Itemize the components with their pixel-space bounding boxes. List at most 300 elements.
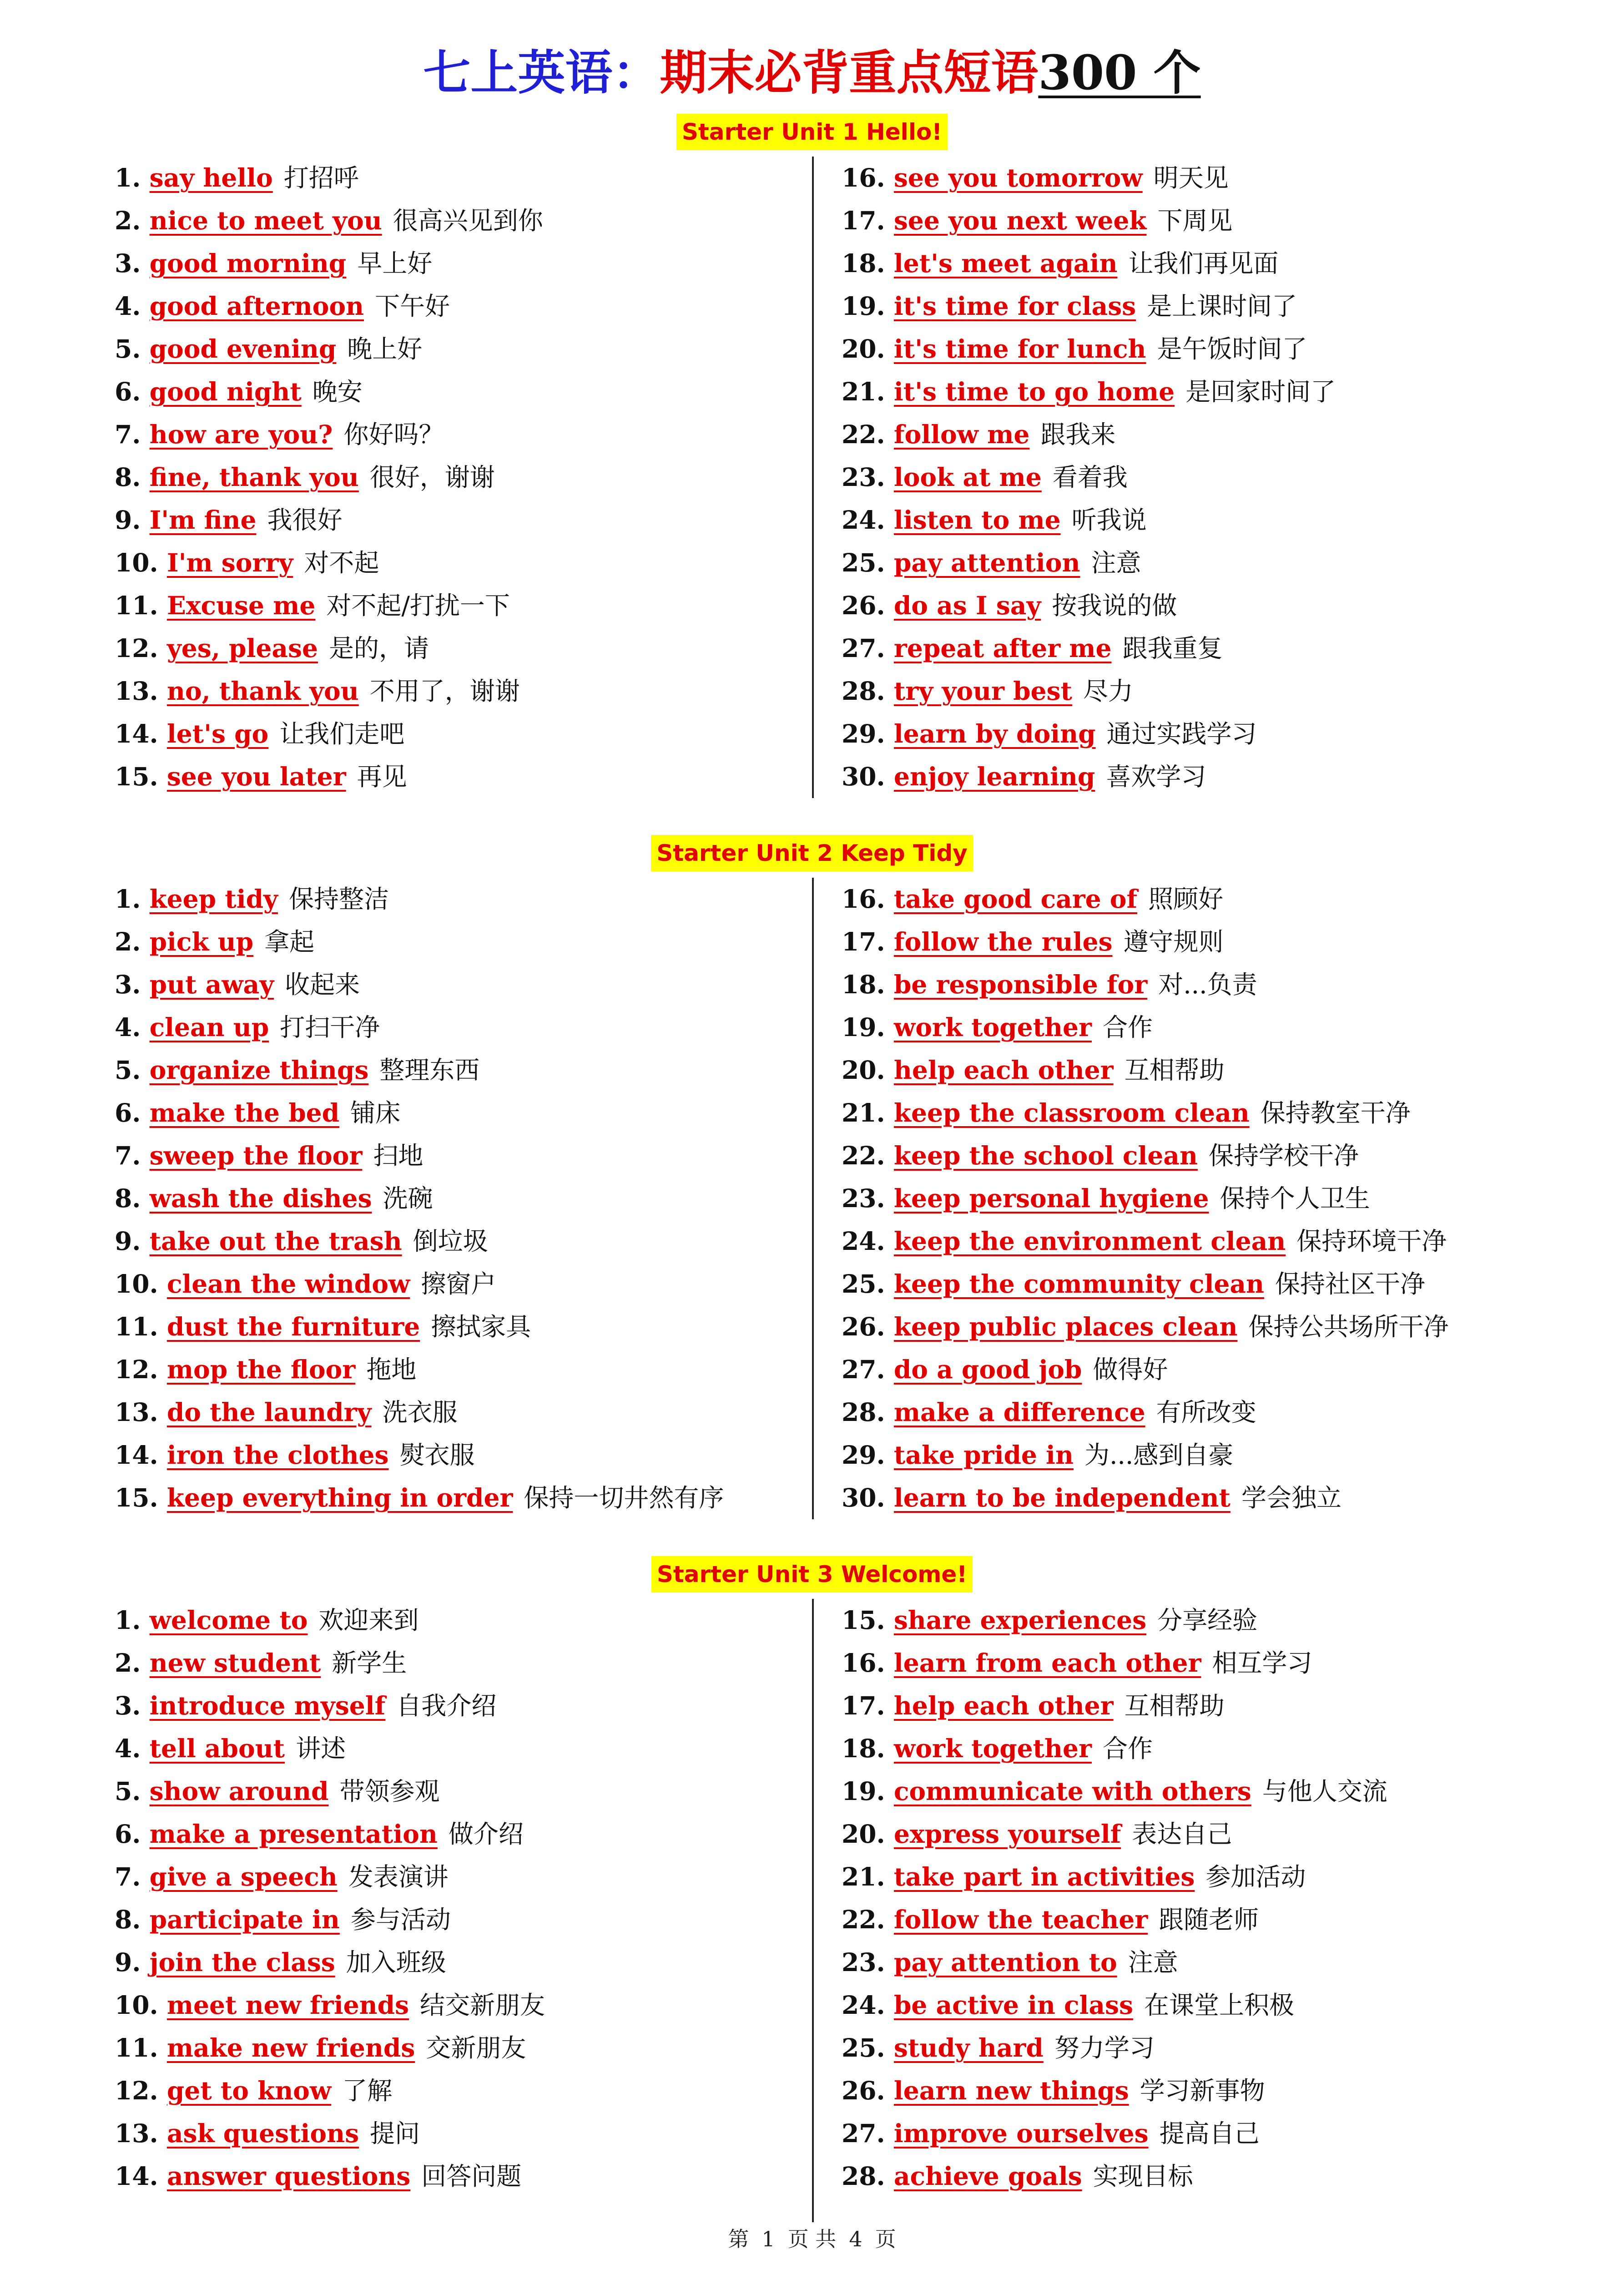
phrase-list-left bbox=[115, 157, 797, 798]
phrase-number: 26. bbox=[842, 1312, 885, 1341]
phrase-row bbox=[115, 2069, 797, 2112]
phrase-english: dust the furniture bbox=[166, 1312, 420, 1341]
phrase-chinese: 擦拭家具 bbox=[431, 1312, 531, 1341]
phrase-number: 24. bbox=[842, 1990, 885, 2020]
phrase-number: 15. bbox=[115, 762, 158, 791]
phrase-english: good night bbox=[149, 377, 302, 406]
phrase-chinese: 在课堂上积极 bbox=[1144, 1991, 1294, 2020]
phrase-row bbox=[115, 670, 797, 713]
phrase-row bbox=[842, 1305, 1524, 1348]
phrase-row bbox=[842, 1727, 1524, 1770]
phrase-number: 7. bbox=[115, 1862, 141, 1891]
title-part-count: 300 个 bbox=[1038, 45, 1201, 101]
phrase-english: see you next week bbox=[893, 206, 1147, 235]
phrase-row bbox=[842, 242, 1524, 285]
phrase-chinese: 拿起 bbox=[264, 927, 315, 956]
phrase-chinese: 熨衣服 bbox=[399, 1441, 475, 1470]
phrase-chinese: 相互学习 bbox=[1212, 1648, 1312, 1678]
column-divider bbox=[812, 878, 814, 1519]
page-footer bbox=[0, 2223, 1624, 2253]
phrase-chinese: 照顾好 bbox=[1148, 885, 1224, 914]
phrase-number: 25. bbox=[842, 1269, 885, 1299]
phrase-row bbox=[115, 1855, 797, 1898]
phrase-row bbox=[115, 1984, 797, 2027]
phrase-number: 30. bbox=[842, 1483, 885, 1512]
phrase-number: 28. bbox=[842, 676, 885, 706]
phrase-number: 27. bbox=[842, 2118, 885, 2148]
phrase-number: 10. bbox=[115, 1990, 158, 2020]
phrase-number: 12. bbox=[115, 633, 158, 663]
title-part-topic: 期末必背重点短语 bbox=[660, 45, 1039, 101]
phrase-english: let's meet again bbox=[893, 248, 1118, 278]
footer-prefix: 第 bbox=[728, 2227, 749, 2251]
phrase-row bbox=[842, 1898, 1524, 1941]
phrase-row bbox=[115, 370, 797, 413]
phrase-row bbox=[115, 1391, 797, 1434]
phrase-row bbox=[115, 1434, 797, 1476]
phrase-number: 16. bbox=[842, 884, 885, 914]
phrase-english: repeat after me bbox=[893, 633, 1112, 663]
phrase-row bbox=[115, 1941, 797, 1984]
phrase-number: 29. bbox=[842, 1440, 885, 1470]
phrase-number: 25. bbox=[842, 2033, 885, 2063]
phrase-english: take pride in bbox=[893, 1440, 1074, 1470]
phrase-row bbox=[842, 1684, 1524, 1727]
phrase-row bbox=[115, 157, 797, 199]
phrase-number: 19. bbox=[842, 291, 885, 321]
phrase-row bbox=[115, 1898, 797, 1941]
phrase-number: 5. bbox=[115, 1055, 141, 1085]
phrase-row bbox=[842, 627, 1524, 670]
phrase-row bbox=[115, 963, 797, 1006]
phrase-english: introduce myself bbox=[149, 1691, 386, 1720]
phrase-row bbox=[842, 1092, 1524, 1134]
phrase-chinese: 是上课时间了 bbox=[1147, 292, 1297, 321]
phrase-row bbox=[842, 541, 1524, 584]
phrase-english: make new friends bbox=[166, 2033, 415, 2063]
phrase-chinese: 整理东西 bbox=[379, 1056, 480, 1085]
phrase-english: keep personal hygiene bbox=[893, 1183, 1209, 1213]
phrase-number: 23. bbox=[842, 1947, 885, 1977]
phrase-english: follow the rules bbox=[893, 927, 1113, 956]
phrase-chinese: 学会独立 bbox=[1241, 1483, 1342, 1512]
phrase-row bbox=[115, 1092, 797, 1134]
phrase-row bbox=[842, 1984, 1524, 2027]
section-heading bbox=[0, 114, 1624, 153]
phrase-number: 16. bbox=[842, 1648, 885, 1678]
phrase-row bbox=[115, 1813, 797, 1855]
phrase-row bbox=[115, 1727, 797, 1770]
phrase-english: keep tidy bbox=[149, 884, 278, 914]
phrase-english: learn from each other bbox=[893, 1648, 1201, 1678]
phrase-chinese: 是回家时间了 bbox=[1185, 377, 1336, 406]
phrase-row bbox=[842, 1599, 1524, 1642]
phrase-english: work together bbox=[893, 1734, 1092, 1763]
phrase-row bbox=[842, 1476, 1524, 1519]
phrase-list-left bbox=[115, 1599, 797, 2198]
phrase-row bbox=[115, 2112, 797, 2155]
phrase-english: do a good job bbox=[893, 1355, 1082, 1384]
phrase-row bbox=[115, 456, 797, 499]
phrase-chinese: 自我介绍 bbox=[396, 1691, 497, 1720]
phrase-row bbox=[115, 1220, 797, 1263]
phrase-list-right bbox=[842, 157, 1524, 798]
phrase-row bbox=[842, 2112, 1524, 2155]
phrase-english: help each other bbox=[893, 1691, 1114, 1720]
phrase-row bbox=[842, 1855, 1524, 1898]
phrase-row bbox=[842, 285, 1524, 328]
phrase-number: 1. bbox=[115, 1605, 141, 1635]
phrase-row bbox=[115, 1177, 797, 1220]
phrase-number: 24. bbox=[842, 1226, 885, 1256]
phrase-number: 13. bbox=[115, 2118, 158, 2148]
phrase-number: 20. bbox=[842, 1819, 885, 1849]
phrase-chinese: 注意 bbox=[1128, 1948, 1178, 1977]
phrase-number: 23. bbox=[842, 1183, 885, 1213]
phrase-english: take part in activities bbox=[893, 1862, 1195, 1891]
phrase-chinese: 铺床 bbox=[350, 1098, 401, 1127]
phrase-chinese: 表达自己 bbox=[1132, 1820, 1232, 1849]
phrase-english: see you later bbox=[166, 762, 346, 791]
phrase-english: be active in class bbox=[893, 1990, 1133, 2020]
phrase-row bbox=[842, 2027, 1524, 2069]
phrase-english: do the laundry bbox=[166, 1397, 372, 1427]
phrase-number: 18. bbox=[842, 1734, 885, 1763]
phrase-english: clean up bbox=[149, 1012, 269, 1042]
phrase-english: sweep the floor bbox=[149, 1141, 363, 1170]
phrase-english: see you tomorrow bbox=[893, 163, 1143, 192]
phrase-chinese: 加入班级 bbox=[346, 1948, 446, 1977]
phrase-chinese: 按我说的做 bbox=[1052, 591, 1177, 620]
phrase-list-right bbox=[842, 878, 1524, 1519]
phrase-chinese: 回答问题 bbox=[421, 2162, 522, 2191]
phrase-chinese: 结交新朋友 bbox=[420, 1991, 545, 2020]
footer-suffix: 页 bbox=[875, 2227, 896, 2251]
phrase-number: 20. bbox=[842, 1055, 885, 1085]
phrase-english: join the class bbox=[149, 1947, 335, 1977]
phrase-number: 9. bbox=[115, 505, 141, 535]
phrase-row bbox=[115, 878, 797, 920]
phrase-number: 7. bbox=[115, 420, 141, 449]
phrase-english: follow the teacher bbox=[893, 1905, 1148, 1934]
phrase-english: wash the dishes bbox=[149, 1183, 372, 1213]
phrase-english: enjoy learning bbox=[893, 762, 1095, 791]
phrase-number: 21. bbox=[842, 1098, 885, 1127]
phrase-list-right bbox=[842, 1599, 1524, 2198]
phrase-chinese: 有所改变 bbox=[1156, 1398, 1256, 1427]
phrase-chinese: 对...负责 bbox=[1158, 970, 1257, 999]
phrase-row bbox=[115, 413, 797, 456]
phrase-chinese: 新学生 bbox=[332, 1648, 407, 1678]
phrase-row bbox=[115, 242, 797, 285]
phrase-row bbox=[115, 1642, 797, 1684]
phrase-english: ask questions bbox=[166, 2118, 359, 2148]
phrase-chinese: 互相帮助 bbox=[1124, 1691, 1225, 1720]
phrase-row bbox=[842, 1941, 1524, 1984]
phrase-row bbox=[115, 920, 797, 963]
phrase-number: 8. bbox=[115, 1905, 141, 1934]
phrase-row bbox=[842, 920, 1524, 963]
phrase-english: keep the school clean bbox=[893, 1141, 1198, 1170]
phrase-english: it's time to go home bbox=[893, 377, 1175, 406]
phrase-row bbox=[842, 2155, 1524, 2198]
phrase-english: keep the environment clean bbox=[893, 1226, 1286, 1256]
phrase-english: good morning bbox=[149, 248, 347, 278]
phrase-chinese: 很好，谢谢 bbox=[369, 463, 495, 492]
phrase-row bbox=[842, 1770, 1524, 1813]
phrase-number: 23. bbox=[842, 462, 885, 492]
phrase-english: get to know bbox=[166, 2076, 332, 2105]
phrase-english: fine, thank you bbox=[149, 462, 359, 492]
phrase-row bbox=[115, 1006, 797, 1049]
phrase-english: work together bbox=[893, 1012, 1092, 1042]
phrase-number: 16. bbox=[842, 163, 885, 192]
phrase-number: 4. bbox=[115, 1012, 141, 1042]
phrase-english: try your best bbox=[893, 676, 1072, 706]
phrase-number: 12. bbox=[115, 2076, 158, 2105]
phrase-number: 2. bbox=[115, 1648, 141, 1678]
phrase-chinese: 听我说 bbox=[1071, 506, 1147, 535]
phrase-chinese: 让我们再见面 bbox=[1128, 249, 1279, 278]
column-divider bbox=[812, 157, 814, 798]
phrase-chinese: 打扫干净 bbox=[280, 1013, 380, 1042]
phrase-english: it's time for class bbox=[893, 291, 1136, 321]
phrase-row bbox=[842, 963, 1524, 1006]
phrase-number: 28. bbox=[842, 2161, 885, 2191]
phrase-english: good afternoon bbox=[149, 291, 364, 321]
phrase-number: 25. bbox=[842, 548, 885, 577]
phrase-number: 22. bbox=[842, 420, 885, 449]
phrase-english: clean the window bbox=[166, 1269, 410, 1299]
phrase-number: 29. bbox=[842, 719, 885, 748]
phrase-english: keep public places clean bbox=[893, 1312, 1238, 1341]
phrase-chinese: 倒垃圾 bbox=[413, 1227, 488, 1256]
phrase-english: pay attention to bbox=[893, 1947, 1117, 1977]
phrase-row bbox=[842, 1263, 1524, 1305]
phrase-chinese: 参与活动 bbox=[350, 1905, 451, 1934]
phrase-chinese: 对不起/打扰一下 bbox=[326, 591, 510, 620]
phrase-english: show around bbox=[149, 1776, 329, 1806]
phrase-number: 9. bbox=[115, 1226, 141, 1256]
phrase-row bbox=[115, 627, 797, 670]
phrase-row bbox=[115, 541, 797, 584]
phrase-english: keep the community clean bbox=[893, 1269, 1265, 1299]
phrase-chinese: 分享经验 bbox=[1157, 1606, 1258, 1635]
phrase-english: participate in bbox=[149, 1905, 340, 1934]
phrase-english: achieve goals bbox=[893, 2161, 1082, 2191]
document-title bbox=[0, 41, 1624, 105]
phrase-english: make the bed bbox=[149, 1098, 340, 1127]
phrase-chinese: 互相帮助 bbox=[1124, 1056, 1225, 1085]
phrase-english: no, thank you bbox=[166, 676, 359, 706]
phrase-number: 14. bbox=[115, 2161, 158, 2191]
phrase-chinese: 跟随老师 bbox=[1159, 1905, 1259, 1934]
phrase-row bbox=[842, 1049, 1524, 1092]
phrase-number: 15. bbox=[842, 1605, 885, 1635]
phrase-row bbox=[115, 1263, 797, 1305]
phrase-number: 1. bbox=[115, 884, 141, 914]
phrase-row bbox=[115, 1599, 797, 1642]
phrase-english: learn new things bbox=[893, 2076, 1129, 2105]
phrase-english: take good care of bbox=[893, 884, 1138, 914]
phrase-number: 5. bbox=[115, 334, 141, 364]
phrase-chinese: 尽力 bbox=[1083, 677, 1133, 706]
phrase-number: 5. bbox=[115, 1776, 141, 1806]
phrase-number: 2. bbox=[115, 927, 141, 956]
phrase-english: iron the clothes bbox=[166, 1440, 389, 1470]
phrase-row bbox=[842, 878, 1524, 920]
phrase-number: 1. bbox=[115, 163, 141, 192]
phrase-row bbox=[115, 1305, 797, 1348]
phrase-chinese: 让我们走吧 bbox=[279, 719, 405, 748]
phrase-chinese: 跟我来 bbox=[1040, 420, 1116, 449]
phrase-row bbox=[115, 1476, 797, 1519]
phrase-chinese: 做得好 bbox=[1093, 1355, 1168, 1384]
phrase-number: 6. bbox=[115, 1819, 141, 1849]
phrase-number: 19. bbox=[842, 1012, 885, 1042]
phrase-chinese: 提问 bbox=[370, 2119, 420, 2148]
phrase-number: 3. bbox=[115, 248, 141, 278]
phrase-number: 27. bbox=[842, 633, 885, 663]
phrase-row bbox=[842, 413, 1524, 456]
phrase-chinese: 擦窗户 bbox=[421, 1269, 496, 1299]
phrase-english: communicate with others bbox=[893, 1776, 1251, 1806]
section-heading bbox=[0, 835, 1624, 874]
phrase-row bbox=[842, 456, 1524, 499]
phrase-row bbox=[842, 755, 1524, 798]
phrase-number: 22. bbox=[842, 1141, 885, 1170]
phrase-chinese: 保持公共场所干净 bbox=[1248, 1312, 1449, 1341]
phrase-chinese: 了解 bbox=[342, 2076, 393, 2105]
phrase-row bbox=[115, 584, 797, 627]
footer-total-pages: 4 bbox=[849, 2227, 862, 2251]
footer-mid: 页 共 bbox=[787, 2227, 837, 2251]
phrase-row bbox=[842, 157, 1524, 199]
phrase-chinese: 扫地 bbox=[373, 1141, 424, 1170]
phrase-chinese: 遵守规则 bbox=[1123, 927, 1224, 956]
phrase-english: take out the trash bbox=[149, 1226, 402, 1256]
phrase-chinese: 打招呼 bbox=[283, 163, 359, 192]
phrase-chinese: 为...感到自豪 bbox=[1084, 1441, 1234, 1470]
phrase-chinese: 看着我 bbox=[1052, 463, 1128, 492]
phrase-english: say hello bbox=[149, 163, 273, 192]
phrase-chinese: 提高自己 bbox=[1159, 2119, 1260, 2148]
phrase-row bbox=[115, 499, 797, 541]
phrase-chinese: 是午饭时间了 bbox=[1157, 334, 1307, 364]
phrase-english: mop the floor bbox=[166, 1355, 356, 1384]
phrase-number: 3. bbox=[115, 970, 141, 999]
phrase-english: keep the classroom clean bbox=[893, 1098, 1250, 1127]
phrase-english: welcome to bbox=[149, 1605, 308, 1635]
phrase-list-left bbox=[115, 878, 797, 1519]
phrase-chinese: 我很好 bbox=[267, 506, 343, 535]
phrase-chinese: 你好吗？ bbox=[343, 420, 444, 449]
phrase-english: help each other bbox=[893, 1055, 1114, 1085]
phrase-english: nice to meet you bbox=[149, 206, 382, 235]
phrase-english: pick up bbox=[149, 927, 254, 956]
phrase-row bbox=[115, 1684, 797, 1727]
phrase-chinese: 很高兴见到你 bbox=[393, 206, 543, 235]
phrase-number: 19. bbox=[842, 1776, 885, 1806]
phrase-row bbox=[115, 199, 797, 242]
phrase-english: let's go bbox=[166, 719, 269, 748]
phrase-chinese: 努力学习 bbox=[1054, 2033, 1155, 2063]
phrase-number: 18. bbox=[842, 970, 885, 999]
phrase-chinese: 保持整洁 bbox=[289, 885, 389, 914]
phrase-chinese: 下午好 bbox=[375, 292, 450, 321]
phrase-chinese: 晚安 bbox=[312, 377, 363, 406]
phrase-row bbox=[842, 1813, 1524, 1855]
phrase-chinese: 不用了，谢谢 bbox=[369, 677, 520, 706]
phrase-english: express yourself bbox=[893, 1819, 1121, 1849]
phrase-chinese: 保持教室干净 bbox=[1260, 1098, 1411, 1127]
phrase-number: 24. bbox=[842, 505, 885, 535]
phrase-number: 27. bbox=[842, 1355, 885, 1384]
phrase-english: I'm fine bbox=[149, 505, 257, 535]
phrase-number: 17. bbox=[842, 927, 885, 956]
phrase-english: learn to be independent bbox=[893, 1483, 1231, 1512]
phrase-row bbox=[115, 1049, 797, 1092]
phrase-row bbox=[842, 499, 1524, 541]
phrase-chinese: 做介绍 bbox=[448, 1820, 524, 1849]
phrase-row bbox=[115, 328, 797, 370]
phrase-number: 21. bbox=[842, 1862, 885, 1891]
phrase-english: I'm sorry bbox=[166, 548, 293, 577]
phrase-number: 17. bbox=[842, 1691, 885, 1720]
phrase-chinese: 发表演讲 bbox=[348, 1862, 449, 1891]
phrase-number: 4. bbox=[115, 1734, 141, 1763]
section-heading-label: Starter Unit 2 Keep Tidy bbox=[651, 835, 973, 871]
phrase-row bbox=[842, 1642, 1524, 1684]
phrase-chinese: 晚上好 bbox=[347, 334, 423, 364]
phrase-row bbox=[842, 1220, 1524, 1263]
phrase-chinese: 保持一切井然有序 bbox=[524, 1483, 724, 1512]
phrase-row bbox=[842, 1434, 1524, 1476]
phrase-row bbox=[842, 1177, 1524, 1220]
footer-page-number: 1 bbox=[762, 2227, 775, 2251]
phrase-chinese: 下周见 bbox=[1157, 206, 1233, 235]
phrase-number: 17. bbox=[842, 206, 885, 235]
phrase-row bbox=[842, 328, 1524, 370]
phrase-number: 3. bbox=[115, 1691, 141, 1720]
phrase-chinese: 是的，请 bbox=[329, 634, 429, 663]
phrase-chinese: 拖地 bbox=[366, 1355, 417, 1384]
phrase-chinese: 跟我重复 bbox=[1122, 634, 1223, 663]
phrase-chinese: 保持环境干净 bbox=[1296, 1227, 1447, 1256]
phrase-english: how are you? bbox=[149, 420, 333, 449]
phrase-number: 8. bbox=[115, 462, 141, 492]
phrase-chinese: 讲述 bbox=[296, 1734, 346, 1763]
phrase-english: answer questions bbox=[166, 2161, 411, 2191]
phrase-english: Excuse me bbox=[166, 591, 316, 620]
phrase-number: 2. bbox=[115, 206, 141, 235]
phrase-english: tell about bbox=[149, 1734, 285, 1763]
section-heading-label: Starter Unit 1 Hello! bbox=[676, 114, 948, 150]
phrase-chinese: 再见 bbox=[357, 762, 407, 791]
phrase-chinese: 与他人交流 bbox=[1262, 1777, 1387, 1806]
phrase-english: make a presentation bbox=[149, 1819, 438, 1849]
phrase-english: pay attention bbox=[893, 548, 1080, 577]
phrase-row bbox=[115, 2155, 797, 2198]
phrase-chinese: 带领参观 bbox=[339, 1777, 440, 1806]
phrase-chinese: 保持学校干净 bbox=[1208, 1141, 1359, 1170]
phrase-chinese: 合作 bbox=[1103, 1734, 1153, 1763]
phrase-chinese: 保持个人卫生 bbox=[1220, 1184, 1370, 1213]
phrase-number: 12. bbox=[115, 1355, 158, 1384]
title-part-subject: 七上英语： bbox=[423, 45, 660, 101]
phrase-row bbox=[842, 199, 1524, 242]
section-heading bbox=[0, 1556, 1624, 1595]
